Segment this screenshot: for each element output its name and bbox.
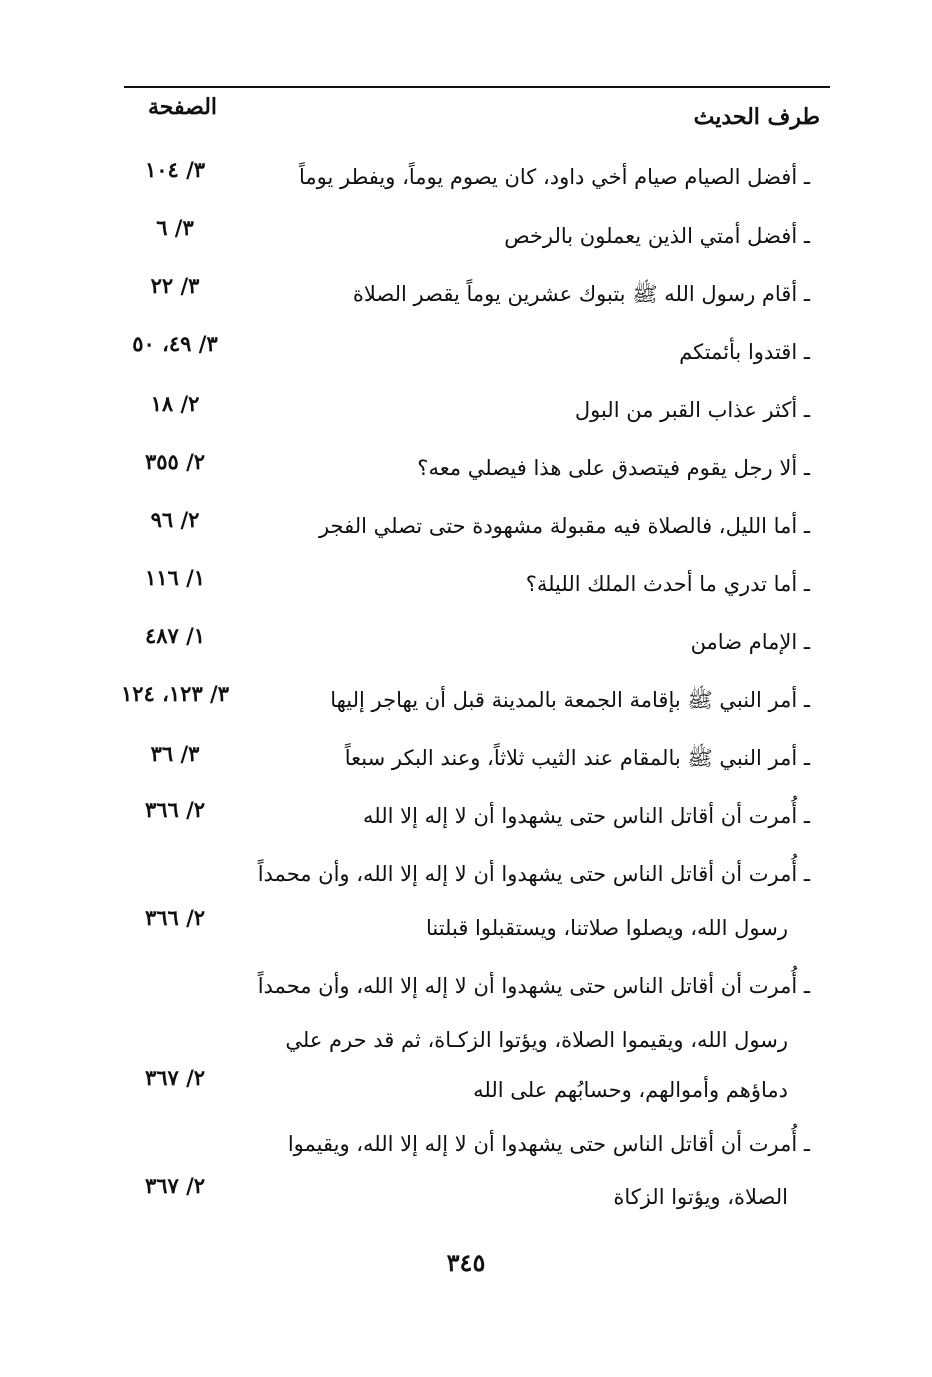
- hadith-line: ـ أفضل أمتي الذين يعملون بالرخص: [504, 224, 810, 248]
- page-reference: ١/ ١١٦: [144, 565, 206, 590]
- hadith-line: ـ أما تدري ما أحدث الملك الليلة؟: [525, 572, 810, 596]
- page-reference: ٢/ ٣٦٦: [144, 797, 206, 822]
- hadith-line: رسول الله، ويقيموا الصلاة، ويؤتوا الزكـاة، ثم قد حرم علي: [285, 1028, 788, 1052]
- page-reference: ٣/ ١٠٤: [144, 157, 206, 182]
- page-reference: ٢/ ٣٥٥: [144, 449, 206, 474]
- page-number: ٣٤٥: [446, 1248, 486, 1277]
- page-reference: ٢/ ١٨: [150, 391, 200, 416]
- page-reference: ٢/ ٩٦: [150, 507, 200, 532]
- page-reference: ٣/ ٦: [156, 215, 194, 240]
- page-reference: ٣/ ٢٢: [150, 273, 200, 298]
- page-reference: ٣/ ٤٩، ٥٠: [132, 331, 218, 356]
- hadith-line: ـ اقتدوا بأئمتكم: [679, 340, 810, 364]
- page-reference: ١/ ٤٨٧: [144, 623, 206, 648]
- page-reference: ٢/ ٣٦٧: [144, 1065, 206, 1090]
- hadith-line: ـ أمر النبي ﷺ بالمقام عند الثيب ثلاثاً، وعند البكر سبعاً: [344, 746, 810, 770]
- column-header-hadith: طرف الحديث: [693, 104, 820, 130]
- hadith-line: الصلاة، ويؤتوا الزكاة: [613, 1185, 788, 1209]
- page-reference: ٣/ ٣٦: [150, 741, 200, 766]
- column-header-page: الصفحة: [148, 94, 218, 120]
- page-reference: ٢/ ٣٦٦: [144, 905, 206, 930]
- page-reference: ٣/ ١٢٣، ١٢٤: [120, 681, 230, 706]
- hadith-line: ـ الإمام ضامن: [690, 630, 810, 654]
- hadith-line: ـ أُمرت أن أقاتل الناس حتى يشهدوا أن لا إله إلا الله، وأن محمداً: [257, 974, 810, 998]
- hadith-line: ـ أُمرت أن أقاتل الناس حتى يشهدوا أن لا إله إلا الله، وأن محمداً: [257, 862, 810, 886]
- hadith-line: رسول الله، ويصلوا صلاتنا، ويستقبلوا قبلتنا: [425, 916, 788, 940]
- hadith-line: ـ أفضل الصيام صيام أخي داود، كان يصوم يوماً، ويفطر يوماً: [298, 165, 810, 189]
- hadith-line: ـ أكثر عذاب القبر من البول: [574, 398, 810, 422]
- hadith-line: ـ ألا رجل يقوم فيتصدق على هذا فيصلي معه؟: [417, 456, 810, 480]
- hadith-line: دماؤهم وأموالهم، وحسابُهم على الله: [473, 1078, 788, 1102]
- hadith-line: ـ أُمرت أن أقاتل الناس حتى يشهدوا أن لا إله إلا الله: [363, 804, 810, 828]
- hadith-line: ـ أما الليل، فالصلاة فيه مقبولة مشهودة حتى تصلي الفجر: [318, 514, 810, 538]
- page-reference: ٢/ ٣٦٧: [144, 1173, 206, 1198]
- hadith-line: ـ أُمرت أن أقاتل الناس حتى يشهدوا أن لا إله إلا الله، ويقيموا: [287, 1132, 810, 1156]
- hadith-line: ـ أقام رسول الله ﷺ بتبوك عشرين يوماً يقصر الصلاة: [352, 282, 810, 306]
- hadith-line: ـ أمر النبي ﷺ بإقامة الجمعة بالمدينة قبل أن يهاجر إليها: [330, 688, 810, 712]
